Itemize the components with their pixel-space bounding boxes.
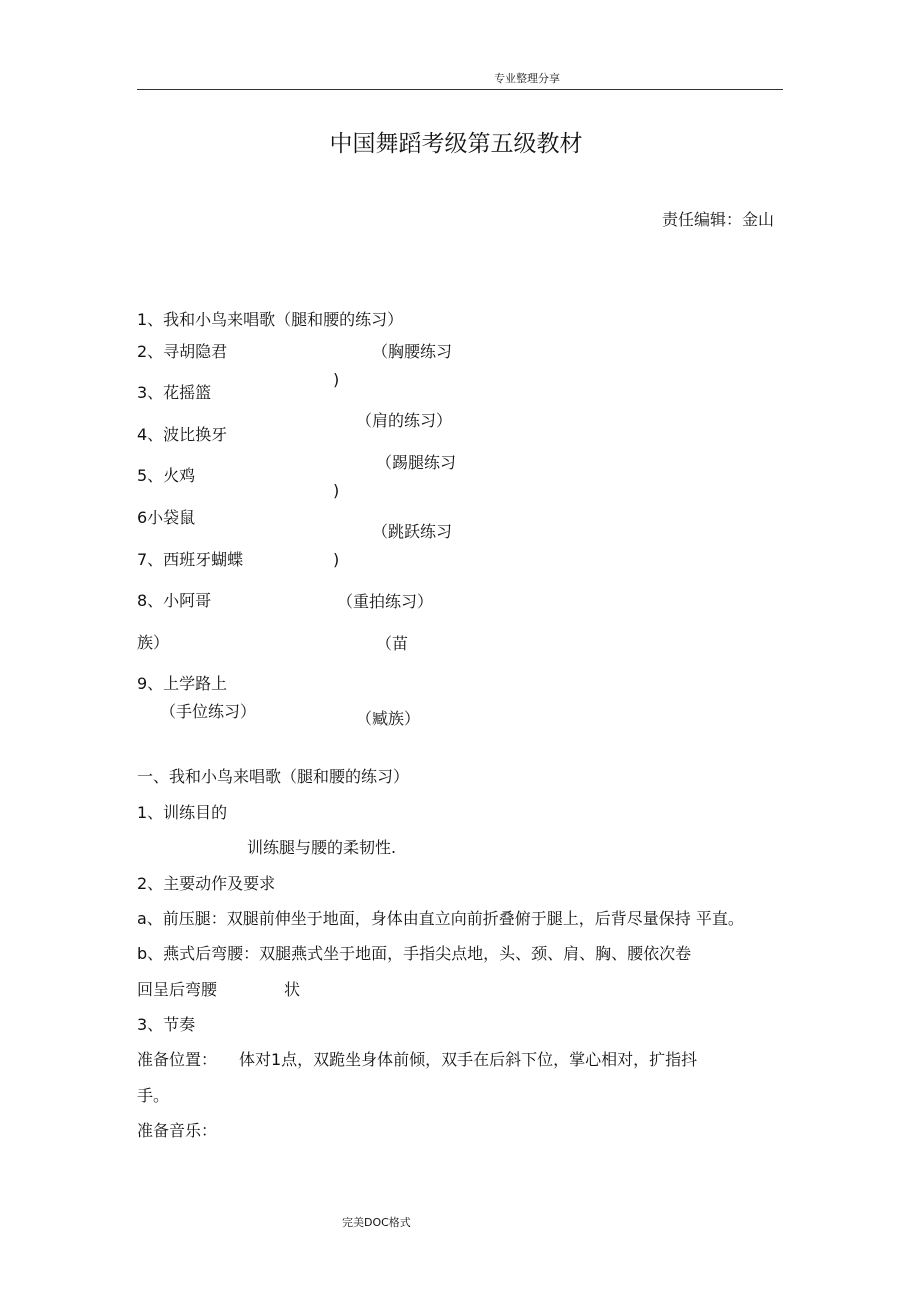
page-footer: 完美DOC格式 <box>342 1216 411 1229</box>
toc-note: （苗 <box>376 634 409 653</box>
field-label: 准备位置： <box>137 1050 218 1069</box>
editor-credit: 责任编辑：金山 <box>661 210 774 229</box>
toc-note: ) <box>333 370 340 389</box>
toc-item: 族） <box>137 633 170 652</box>
toc-note: （肩的练习） <box>356 411 453 430</box>
body-text: a、前压腿：双腿前伸坐于地面，身体由直立向前折叠俯于腿上，后背尽量保持 平直。 <box>137 909 744 928</box>
field-label: 准备音乐： <box>137 1121 218 1140</box>
toc-item: 9、上学路上 <box>137 674 228 693</box>
body-text: b、燕式后弯腰：双腿燕式坐于地面，手指尖点地，头、颈、肩、胸、腰依次卷 <box>137 944 692 963</box>
header-divider <box>137 89 783 90</box>
toc-note: （胸腰练习 <box>372 342 453 361</box>
toc-note: ) <box>333 550 340 569</box>
body-text: 手。 <box>137 1086 170 1105</box>
toc-note: （踢腿练习 <box>376 453 457 472</box>
toc-note: ) <box>333 481 340 500</box>
toc-item: 6小袋鼠 <box>137 508 196 527</box>
subsection-heading: 3、节奏 <box>137 1015 196 1034</box>
toc-item: 3、花摇篮 <box>137 383 212 402</box>
subsection-heading: 2、主要动作及要求 <box>137 874 276 893</box>
body-text: 体对1点，双跪坐身体前倾，双手在后斜下位，掌心相对，扩指抖 <box>239 1050 698 1069</box>
toc-item: 8、小阿哥 <box>137 591 212 610</box>
body-text: 训练腿与腰的柔韧性. <box>247 838 397 857</box>
toc-item: 4、波比换牙 <box>137 425 228 444</box>
section-heading: 一、我和小鸟来唱歌（腿和腰的练习） <box>137 767 410 786</box>
toc-note: （跳跃练习 <box>372 522 453 541</box>
subsection-heading: 1、训练目的 <box>137 803 228 822</box>
toc-item: 7、西班牙蝴蝶 <box>137 550 244 569</box>
toc-note: （重拍练习） <box>337 592 434 611</box>
page-header: 专业整理分享 <box>494 72 560 85</box>
body-text: 状 <box>284 980 301 999</box>
toc-item: 5、火鸡 <box>137 466 196 485</box>
toc-item: 2、寻胡隐君 <box>137 342 228 361</box>
body-text: 回呈后弯腰 <box>137 980 218 999</box>
document-title: 中国舞蹈考级第五级教材 <box>329 131 583 157</box>
toc-item: （手位练习） <box>160 702 257 721</box>
toc-item: 1、我和小鸟来唱歌（腿和腰的练习） <box>137 310 404 329</box>
toc-note: （臧族） <box>356 709 421 728</box>
